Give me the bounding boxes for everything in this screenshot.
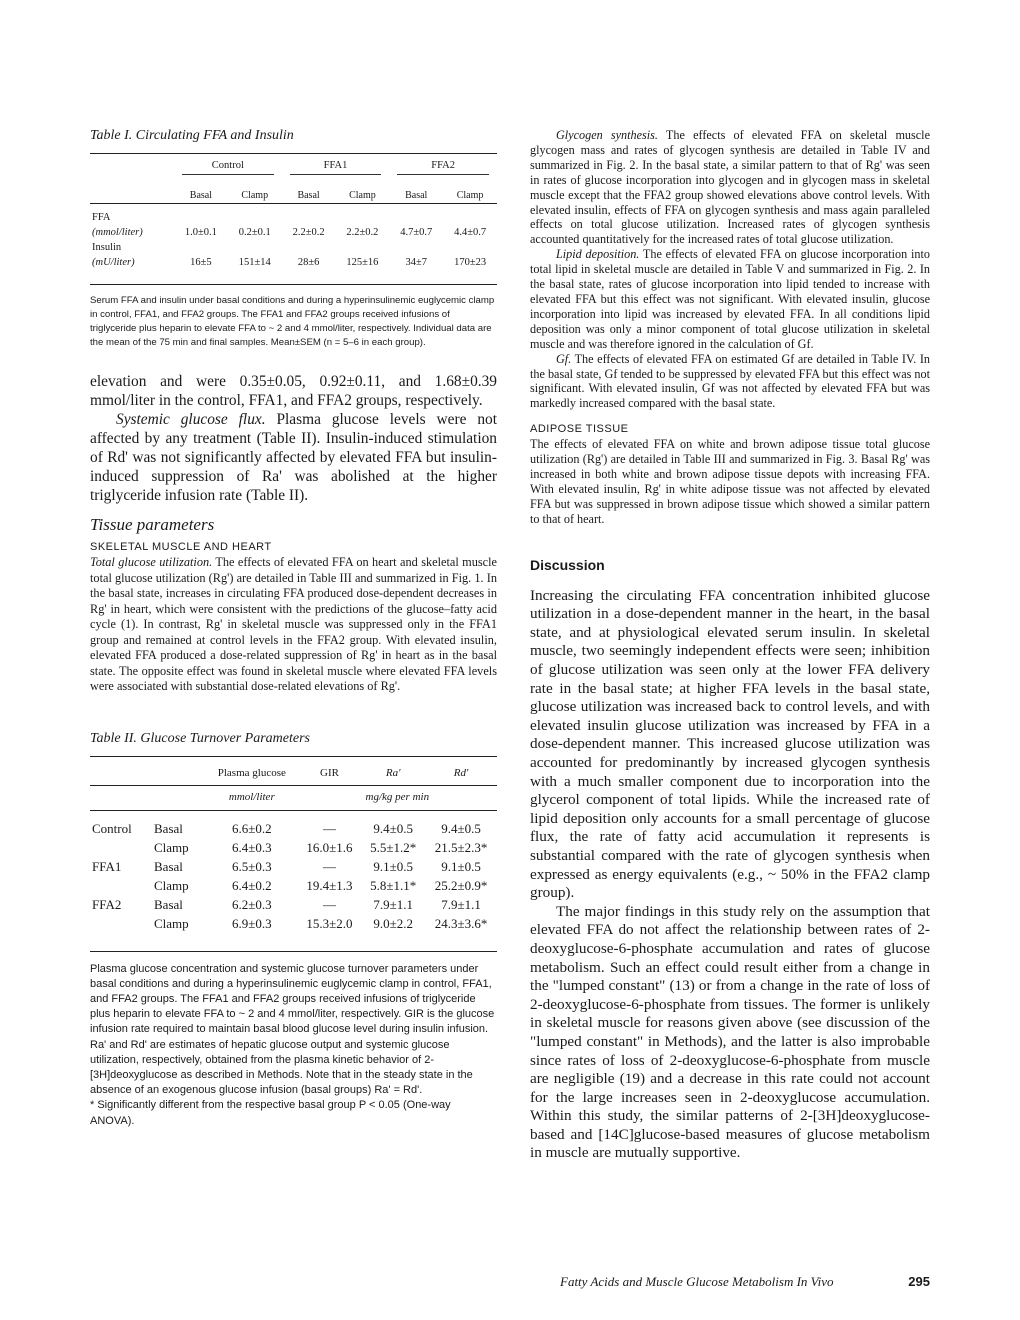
table2-unit: mmol/liter	[228, 791, 275, 803]
table2-title: Table II. Glucose Turnover Parameters	[90, 730, 310, 746]
discussion-heading: Discussion	[530, 556, 605, 573]
table2-unit: mg/kg per min	[365, 791, 430, 803]
table1-row-unit: (mmol/liter)	[92, 227, 143, 238]
table2-row: FFA1 Basal 6.5±0.3 — 9.1±0.5 9.1±0.5	[92, 858, 481, 874]
right-paragraph-3: Gf. The effects of elevated FFA on estimated Gf are detailed in Table IV. In the basal state, Gf tended to be suppressed by elevated FFA but this effect was not significant. With elevated insulin, Gf was not affected by elevated FFA but was markedly increased compared with the basal state.	[530, 351, 930, 411]
table2-caption: Plasma glucose concentration and systemic glucose turnover parameters under basal conditions and during a hyperinsulinemic euglycemic clamp in control, FFA1, and FFA2 groups. The FFA1 and FFA2 groups received infusions of triglyceride plus heparin to elevate FFA to ~ 2 and 4 mmol/liter, respectively. GIR is the glucose infusion rate required to maintain basal blood glucose level during insulin infusion. Ra' and Rd' are estimates of hepatic glucose output and systemic glucose utilization, respectively, obtained from the plasma kinetic behavior of 2-[3H]deoxyglucose as described in Methods. Note that in the steady state in the absence of an exogenous glucose infusion (basal groups) Ra' = Rd'.	[90, 962, 495, 1097]
table1-cell: 1.0±0.1	[184, 227, 217, 238]
table2-header: Plasma glucose	[217, 767, 286, 779]
table2-header: Ra'	[385, 767, 401, 779]
table2-row: Clamp 6.4±0.3 16.0±1.6 5.5±1.2* 21.5±2.3*	[154, 839, 488, 855]
table1	[90, 158, 497, 270]
right-column	[530, 128, 930, 1163]
table1-subhead: Basal	[189, 190, 213, 201]
table2-row: Control Basal 6.6±0.2 — 9.4±0.5 9.4±0.5	[92, 820, 481, 836]
table2-row: FFA2 Basal 6.2±0.3 — 7.9±1.1 7.9±1.1	[92, 896, 481, 912]
table1-cell: 28±6	[297, 257, 320, 268]
left-paragraph-3: Total glucose utilization. The effects of elevated FFA on heart and skeletal muscle total glucose utilization (Rg') are detailed in Table III and summarized in Fig. 1. In the basal state, increases in circulating FFA produced dose-dependent decreases in Rg' in heart, which were consistent with the predictions of the glucose–fatty acid cycle (1). In contrast, Rg' in skeletal muscle was suppressed only in the FFA1 group and remained at control levels in the FFA2 group. With elevated insulin, elevated FFA produced a dose-related suppression of Rg' in heart as in the basal state. The opposite effect was found in skeletal muscle where elevated FFA levels were associated with substantial dose-related elevations of Rg'.	[90, 555, 497, 693]
right-paragraph-2: Lipid deposition. The effects of elevated FFA on glucose incorporation into total lipid in skeletal muscle are detailed in Table V and summarized in Fig. 2. In the basal state, rates of glucose incorporation into lipid tended to increase with elevated FFA but this effect was not significant. With elevated insulin, glucose incorporation into lipid was increased by elevated FFA. In all conditions lipid deposition was only a minor component of total glucose utilization in skeletal muscle and was therefore ignored in the calculation of Gf.	[530, 247, 930, 351]
subsection-skeletal-muscle: SKELETAL MUSCLE AND HEART	[90, 541, 272, 553]
table1-cell: 4.7±0.7	[400, 227, 433, 238]
table2-footnote: * Significantly different from the respective basal group P < 0.05 (One-way ANOVA).	[90, 1099, 451, 1127]
paragraph-lead: Gf.	[556, 351, 572, 366]
left-paragraph-1: elevation and were 0.35±0.05, 0.92±0.11, and 1.68±0.39 mmol/liter in the control, FFA1, and FFA2 groups, respectively.	[90, 373, 497, 409]
table1-group-ffa2: FFA2	[389, 158, 497, 177]
table1-subhead: Clamp	[349, 190, 376, 201]
table1-cell: 125±16	[346, 257, 379, 268]
table2	[90, 763, 497, 933]
table1-title: Table I. Circulating FFA and Insulin	[90, 128, 294, 143]
table1-cell: 4.4±0.7	[454, 227, 487, 238]
table2-row: Clamp 6.4±0.2 19.4±1.3 5.8±1.1* 25.2±0.9*	[154, 877, 488, 893]
discussion-paragraph-2: The major findings in this study rely on the assumption that elevated FFA do not affect the relationship between rates of 2-deoxyglucose-6-phosphate accumulation and rates of glucose metabolism. Such an effect could result either from a change in the "lumped constant" (13) or from a change in the rate of loss of 2-deoxyglucose-6-phosphate from tissues. The former is unlikely in skeletal muscle for reasons given above (see discussion of the "lumped constant" in Methods), and the latter is also improbable since rates of loss of 2-deoxyglucose-6-phosphate from muscle are negligible (19) and a decrease in this rate could not account for the large increases seen in 2-deoxyglucose accumulation. Within this study, the similar patterns of 2-[3H]deoxyglucose-based and [14C]glucose-based measures of glucose metabolism in muscle are mutually supportive.	[530, 902, 930, 1162]
table1-row	[90, 255, 497, 270]
table1-subhead: Basal	[297, 190, 320, 201]
table1-cell: 2.2±0.2	[292, 227, 325, 238]
table1-subhead: Basal	[405, 190, 428, 201]
discussion-paragraph-1: Increasing the circulating FFA concentration inhibited glucose utilization in a dose-dependent manner in the heart, in the basal state, and at physiological elevated serum insulin. In skeletal muscle, two seemingly independent effects were seen; inhibition of glucose utilization was seen only at the lower FFA delivery rate in the basal state; at higher FFA levels in the basal state, glucose utilization was increased back to control levels, and with elevated insulin glucose utilization was increased by FFA in a dose-dependent manner. This increased glucose utilization was accounted for predominantly by increased glycogen synthesis with a much smaller component due to incorporation into the glycerol component of total lipids. While the increased rate of lipid deposition only accounts for a small percentage of glucose flux, the rate of fatty acid accumulation it represents is substantial compared with the rate of glycogen synthesis when expressed as energy equivalents (e.g., ~ 50% in the FFA2 clamp group).	[530, 586, 930, 902]
paragraph-lead: Total glucose utilization.	[90, 555, 213, 569]
left-column	[90, 128, 497, 1129]
section-heading-tissue: Tissue parameters	[90, 515, 215, 534]
table1-cell: 16±5	[190, 257, 212, 268]
paragraph-lead: Glycogen synthesis.	[556, 128, 658, 142]
page-number: 295	[908, 1274, 930, 1289]
table1-cell: 34±7	[405, 257, 427, 268]
right-paragraph-1: Glycogen synthesis. The effects of elevated FFA on skeletal muscle glycogen mass and rates of glycogen synthesis are detailed in Table IV and summarized in Fig. 2. In the basal state, a similar pattern to that of Rg' was seen in rates of glucose incorporation into glycogen and in glycogen mass in skeletal muscle except that the FFA2 group showed elevations above control levels. With elevated insulin, effects of FFA on glycogen synthesis and mass again paralleled effects on total glucose utilization. Increased rates of glycogen synthesis accounted quantitatively for the increased rates of total glucose utilization.	[530, 128, 930, 247]
paragraph-lead: Lipid deposition.	[556, 247, 640, 262]
table2-header: GIR	[320, 767, 339, 779]
table1-row-unit: (mU/liter)	[92, 257, 135, 268]
table1-subhead: Clamp	[241, 190, 269, 201]
subsection-adipose: ADIPOSE TISSUE	[530, 423, 629, 436]
table1-row-label: Insulin	[92, 242, 122, 253]
table1-group-ffa1: FFA1	[282, 158, 390, 177]
table1-row	[90, 225, 497, 240]
left-paragraph-2: Systemic glucose flux. Plasma glucose levels were not affected by any treatment (Table II). Insulin-induced stimulation of Rd' was not significantly affected by elevated FFA but insulin-induced suppression of Ra' was abolished at the higher triglyceride infusion rate (Table II).	[90, 411, 497, 504]
table1-bottom-rule	[90, 284, 497, 285]
table1-cell: 170±23	[454, 257, 487, 268]
table1-top-rule	[90, 153, 497, 154]
table1-group-control: Control	[174, 158, 282, 177]
paragraph-lead: Systemic glucose flux.	[116, 411, 266, 428]
table2-bottom-rule	[90, 951, 497, 952]
table2-top-rule	[90, 756, 497, 757]
table1-row-label: FFA	[92, 212, 111, 223]
table1-cell: 0.2±0.1	[238, 227, 271, 238]
table1-cell: 151±14	[238, 257, 271, 268]
table2-header: Rd'	[453, 767, 469, 779]
running-title: Fatty Acids and Muscle Glucose Metabolism In Vivo	[560, 1274, 834, 1289]
table2-row: Clamp 6.9±0.3 15.3±2.0 9.0±2.2 24.3±3.6*	[154, 915, 488, 931]
page-footer	[560, 1274, 930, 1290]
table1-subhead: Clamp	[456, 190, 484, 201]
right-paragraph-4: The effects of elevated FFA on white and brown adipose tissue total glucose utilization (Rg') are detailed in Table III and summarized in Fig. 3. Basal Rg' was increased in both white and brown adipose tissue depots with increasing FFA. With elevated insulin, Rg' in white adipose tissue was not affected by elevated FFA but was suppressed in brown adipose tissue which showed a similar pattern to that of heart.	[530, 437, 930, 526]
table1-cell: 2.2±0.2	[346, 227, 379, 238]
table1-caption: Serum FFA and insulin under basal conditions and during a hyperinsulinemic euglycemic clamp in control, FFA1, and FFA2 groups. The FFA1 and FFA2 groups received infusions of triglyceride plus heparin to elevate FFA to ~ 2 and 4 mmol/liter, respectively. Individual data are the mean of the 75 min and final samples. Mean±SEM (n = 5–6 in each group).	[90, 295, 495, 348]
